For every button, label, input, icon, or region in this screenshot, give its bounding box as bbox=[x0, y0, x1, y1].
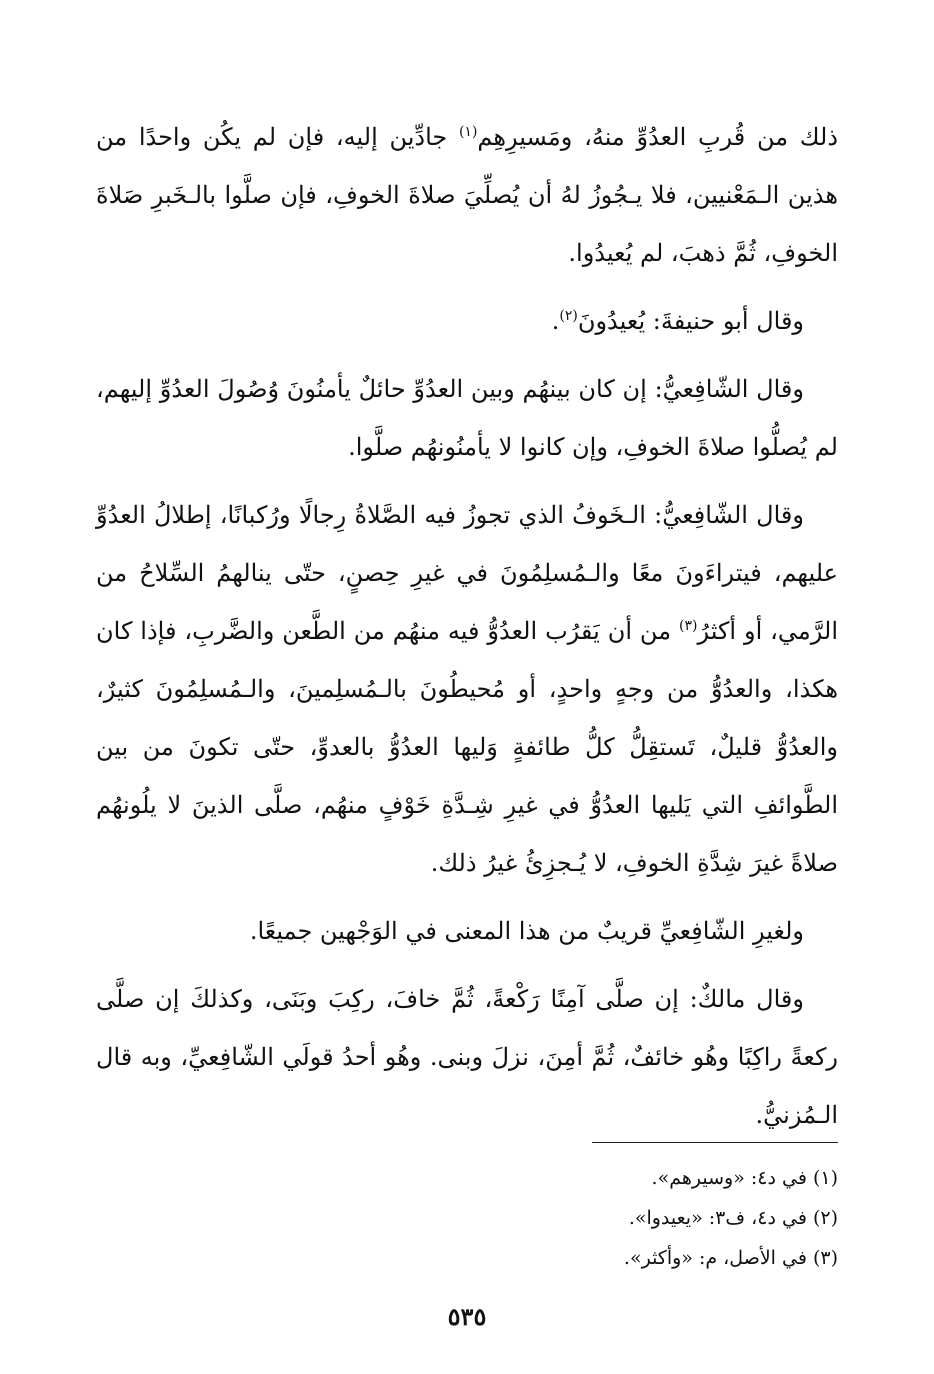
paragraph bbox=[96, 108, 838, 282]
paragraph-text: وقال الشّافِعيُّ: إن كان بينهُم وبين العدُوِّ حائلٌ يأمنُونَ وُصُولَ العدُوِّ إليهم، لم يُصلُّوا صلاةَ الخوفِ، وإن كانوا لا يأمنُونهُم صلَّوا. bbox=[96, 375, 838, 461]
footnote: (٢) في د٤، ف٣: «يعيدوا». bbox=[628, 1207, 838, 1229]
main-text bbox=[96, 108, 838, 1154]
footnotes bbox=[96, 1158, 838, 1278]
paragraph bbox=[96, 902, 838, 960]
paragraph-text: وقال مالكٌ: إن صلَّى آمِنًا رَكْعةً، ثُمَّ خافَ، ركِبَ وبَنَى، وكذلكَ إن صلَّى ركعةً راكِبًا وهُو خائفٌ، ثُمَّ أمِنَ، نزلَ وبنى. وهُو أحدُ قولَي الشّافِعيِّ، وبه قال الـمُزنيُّ. bbox=[96, 985, 838, 1129]
paragraph-text: وقال الشّافِعيُّ: الـخَوفُ الذي تجوزُ فيه الصَّلاةُ رِجالًا ورُكبانًا، إطلالُ العدُوِّ عليهم، فيتراءَونَ معًا والـمُسلِمُونَ في غيرِ حِصنٍ، حتّى ينالهمُ السِّلاحُ من الرَّمي، أو أكثرُ bbox=[96, 501, 839, 645]
paragraph bbox=[96, 292, 838, 350]
footnote-separator bbox=[592, 1142, 838, 1143]
page-number: ٥٣٥ bbox=[447, 1302, 487, 1331]
paragraph bbox=[96, 486, 838, 892]
paragraph-text: وقال أبو حنيفةَ: يُعيدُونَ bbox=[577, 307, 804, 335]
footnote: (١) في د٤: «وسيرهم». bbox=[651, 1167, 838, 1189]
paragraph-text: من أن يَقرُب العدُوُّ فيه منهُم من الطَّعن والضَّربِ، فإذا كان هكذا، والعدُوُّ من وجهٍ واحدٍ، أو مُحيطُونَ بالـمُسلِمينَ، والـمُسلِمُونَ كثيرٌ، والعدُوُّ قليلٌ، تَستقِلُّ كلُّ طائفةٍ وَليها العدُوُّ بالعدوِّ، حتّى تكونَ من بين الطَّوائفِ التي يَليها العدُوُّ في غيرِ شِـدَّةِ خَوْفٍ منهُم، صلَّى الذينَ لا يلُونهُم صلاةً غيرَ شِدَّةِ الخوفِ، لا يُـجزِئُ غيرُ ذلك. bbox=[96, 617, 838, 877]
paragraph bbox=[96, 360, 838, 476]
paragraph bbox=[96, 970, 838, 1144]
footnote-marker: (٣) bbox=[679, 618, 698, 634]
footnote: (٣) في الأصل، م: «وأكثر». bbox=[623, 1247, 838, 1269]
paragraph-text: ولغيرِ الشّافِعيِّ قريبٌ من هذا المعنى في الوَجْهين جميعًا. bbox=[249, 917, 804, 945]
paragraph-text: . bbox=[551, 307, 560, 335]
footnote-marker: (١) bbox=[458, 124, 478, 140]
paragraph-text: ذلك من قُربِ العدُوِّ منهُ، ومَسيرِهِم bbox=[477, 123, 839, 151]
footnote-marker: (٢) bbox=[559, 308, 578, 324]
paragraph-text: جادِّين إليه، فإن لم يكُن واحدًا من هذين الـمَعْنيين، فلا يـجُوزُ لهُ أن يُصلِّيَ صلاةَ الخوفِ، فإن صلَّوا بالـخَبرِ صَلاةَ الخوفِ، ثُمَّ ذهبَ، لم يُعيدُوا. bbox=[96, 123, 838, 267]
